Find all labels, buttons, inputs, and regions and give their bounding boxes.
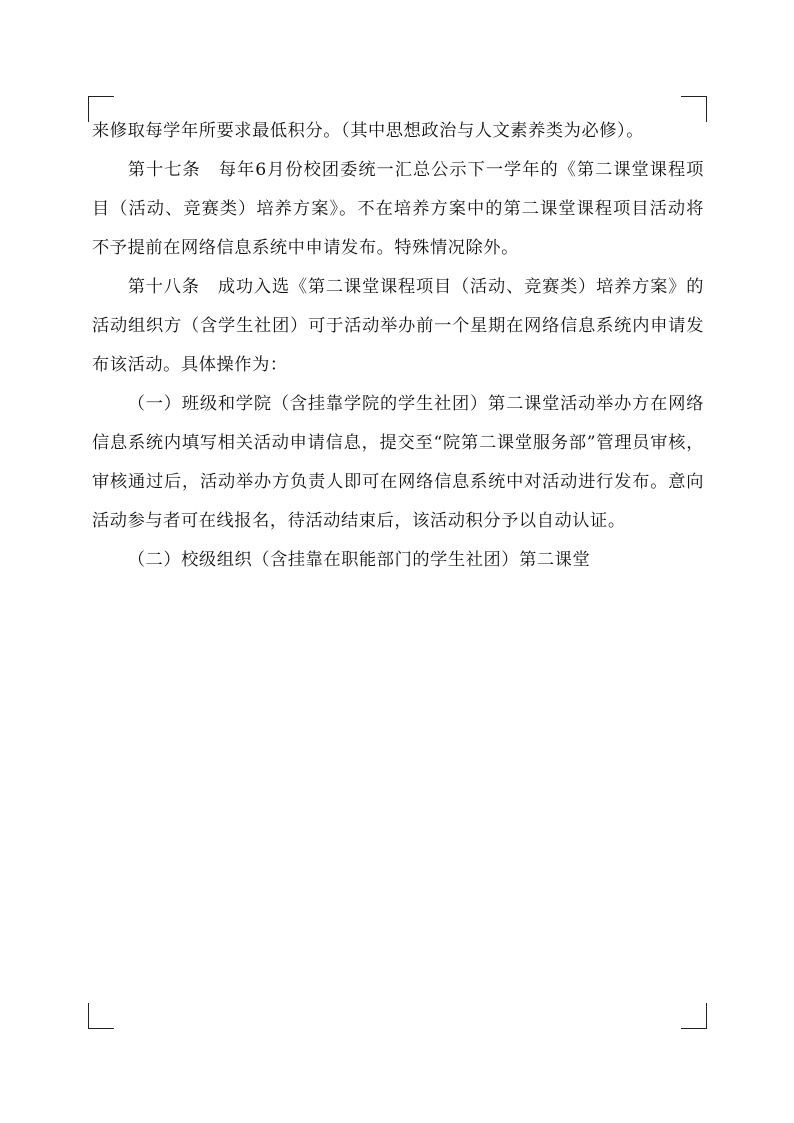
paragraph-article-18: 第十八条 成功入选《第二课堂课程项目（活动、竞赛类）培养方案》的活动组织方（含学生社团）可于活动举办前一个星期在网络信息系统内申请发布该活动。具体操作为： bbox=[92, 277, 704, 375]
paragraph-continuation: 来修取每学年所要求最低积分。（其中思想政治与人文素养类为必修）。 bbox=[92, 121, 645, 141]
crop-mark-bottom-left-icon bbox=[88, 1003, 114, 1029]
paragraph-article-17: 第十七条 每年6月份校团委统一汇总公示下一学年的《第二课堂课程项目（活动、竞赛类）培养方案》。不在培养方案中的第二课堂课程项目活动将不予提前在网络信息系统中申请发布。特殊情况除外。 bbox=[92, 160, 704, 258]
paragraph-item-two: （二）校级组织（含挂靠在职能部门的学生社团）第二课堂 bbox=[127, 550, 591, 570]
crop-mark-bottom-right-icon bbox=[681, 1003, 707, 1029]
paragraph-item-one: （一）班级和学院（含挂靠学院的学生社团）第二课堂活动举办方在网络信息系统内填写相关活动申请信息，提交至“院第二课堂服务部”管理员审核，审核通过后，活动举办方负责人即可在网络信息系统中对活动进行发布。意向活动参与者可在线报名，待活动结束后，该活动积分予以自动认证。 bbox=[92, 394, 704, 531]
document-text-body bbox=[92, 112, 704, 580]
